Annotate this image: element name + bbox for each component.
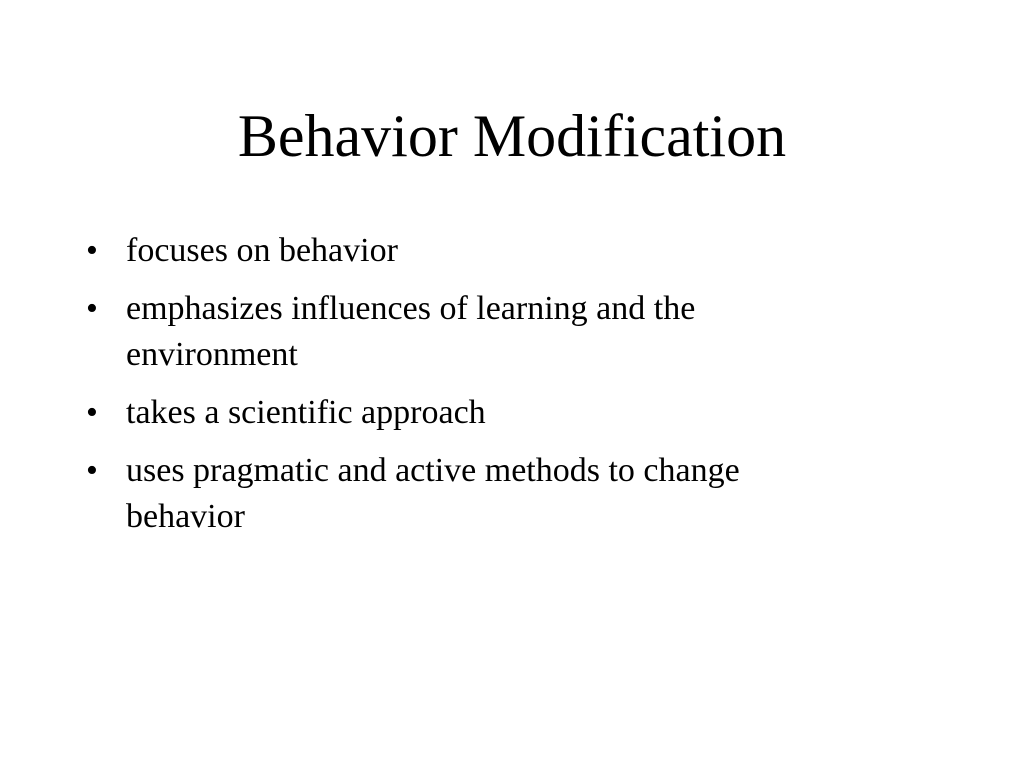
bullet-list: [86, 228, 846, 552]
bullet-icon: •: [86, 232, 98, 269]
bullet-text: takes a scientific approach: [126, 394, 486, 431]
bullet-text: emphasizes influences of learning and the environment: [126, 290, 696, 373]
bullet-text: focuses on behavior: [126, 232, 398, 269]
bullet-icon: •: [86, 290, 98, 327]
bullet-item: [86, 286, 846, 378]
bullet-text: uses pragmatic and active methods to change behavior: [126, 452, 740, 535]
bullet-item: [86, 448, 846, 540]
bullet-item: [86, 390, 846, 436]
bullet-icon: •: [86, 452, 98, 489]
slide-title: Behavior Modification: [237, 103, 787, 169]
bullet-item: [86, 228, 846, 274]
bullet-icon: •: [86, 394, 98, 431]
